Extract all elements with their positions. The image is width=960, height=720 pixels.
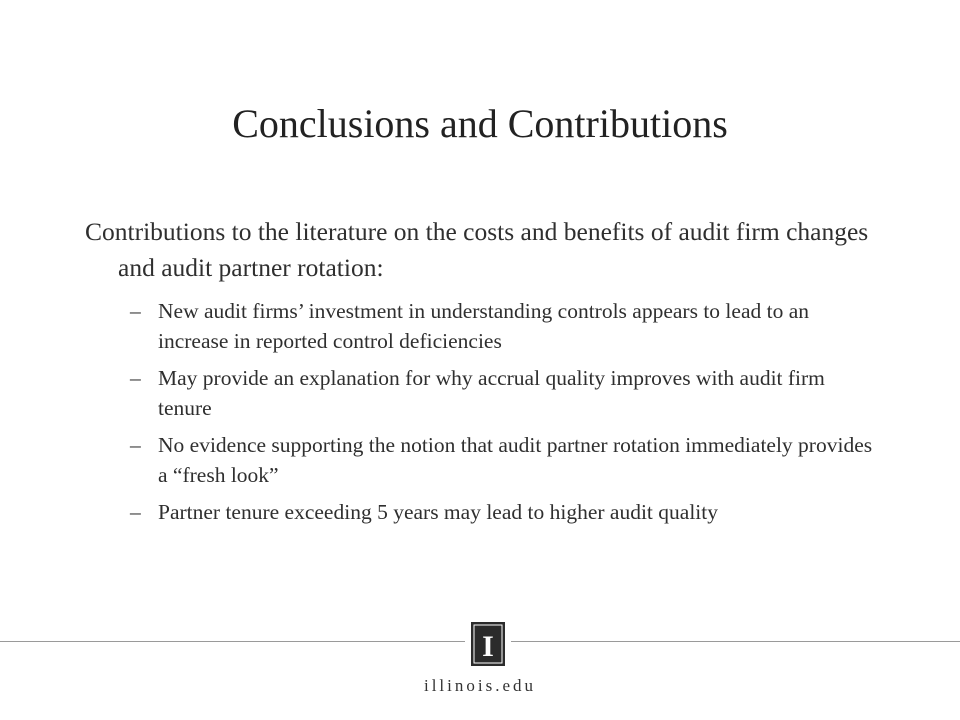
bullet-text: May provide an explanation for why accrual quality improves with audit firm tenure [158, 366, 825, 420]
footer-domain: illinois.edu [423, 676, 537, 695]
dash-marker: – [130, 500, 141, 524]
bullet-text: Partner tenure exceeding 5 years may lead to higher audit quality [158, 500, 718, 524]
bullet-item [85, 430, 875, 490]
dash-marker: – [130, 299, 141, 323]
bullet-item [85, 363, 875, 423]
dash-marker: – [130, 366, 141, 390]
logo-letter: I [482, 630, 494, 663]
dash-marker: – [130, 433, 141, 457]
bullet-item [85, 296, 875, 356]
bullet-text: New audit firms’ investment in understanding controls appears to lead to an increase in reported control deficiencies [158, 299, 810, 353]
bullet-item [85, 497, 875, 527]
bullet-text: No evidence supporting the notion that audit partner rotation immediately provides a “fresh look” [158, 433, 873, 487]
bullet-list [85, 296, 875, 527]
slide-title: Conclusions and Contributions [232, 101, 728, 146]
lead-paragraph: Contributions to the literature on the costs and benefits of audit firm changes and audit partner rotation: [85, 217, 869, 282]
slide-body [85, 214, 875, 534]
illinois-block-i-logo-icon [465, 618, 511, 670]
